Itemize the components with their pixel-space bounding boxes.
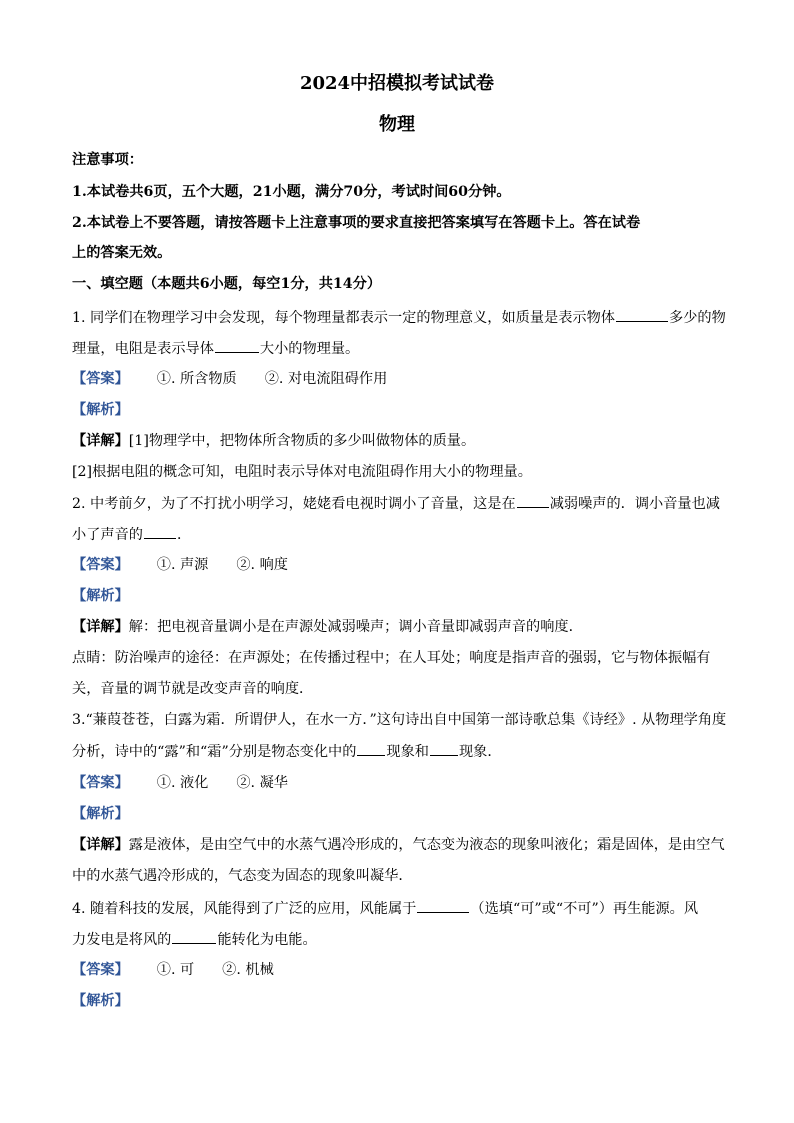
answer-value: ②. 机械 [222, 962, 274, 978]
q1-text: 理量，电阻是表示导体 [72, 341, 214, 357]
answer-blank [517, 493, 549, 508]
q2-line-2 [72, 524, 191, 545]
q2-answer [72, 555, 288, 575]
answer-blank [357, 741, 385, 756]
answer-value: ②. 响度 [236, 557, 288, 573]
exam-title: 2024中招模拟考试试卷 [299, 73, 495, 94]
q3-line-1: 3.“蒹葭苍苍，白露为霜．所谓伊人，在水一方．”这句诗出自中国第一部诗歌总集《诗经》. 从物理学角度 [72, 712, 727, 728]
answer-label: 【答案】 [72, 371, 129, 387]
detail-label: 【详解】 [72, 619, 129, 635]
analysis-label: 【解析】 [72, 806, 129, 822]
detail-text: 露是液体，是由空气中的水蒸气遇冷形成的，气态变为液态的现象叫液化；霜是固体，是由空气 [128, 837, 725, 853]
answer-value: ①. 液化 [156, 775, 209, 791]
answer-blank [417, 898, 469, 913]
q2-text: 减弱噪声的．调小音量也减 [549, 496, 720, 512]
q4-line-2 [72, 929, 317, 950]
note-1: 1.本试卷共6页，五个大题，21小题，满分70分，考试时间60分钟。 [72, 184, 511, 200]
q4-line-1 [72, 898, 698, 919]
notes-heading: 注意事项： [72, 152, 143, 168]
q2-text: 2. 中考前夕，为了不打扰小明学习，姥姥看电视时调小了音量，这是在 [72, 496, 516, 512]
answer-blank [616, 307, 668, 322]
answer-blank [215, 338, 259, 353]
analysis-label: 【解析】 [72, 588, 129, 604]
q4-analysis [72, 991, 129, 1011]
answer-value: ①. 可 [156, 962, 195, 978]
detail-label: 【详解】 [72, 837, 129, 853]
answer-label: 【答案】 [72, 557, 129, 573]
answer-value: ①. 声源 [156, 557, 209, 573]
q3-detail-2: 中的水蒸气遇冷形成的，气态变为固态的现象叫凝华． [72, 868, 413, 884]
subject-title: 物理 [379, 114, 415, 135]
detail-label: 【详解】 [72, 433, 129, 449]
q3-detail-1 [72, 835, 725, 855]
q1-text: 多少的物 [669, 310, 726, 326]
q1-analysis [72, 400, 129, 420]
answer-blank [144, 524, 176, 539]
section-heading: 一、填空题（本题共6小题，每空1分，共14分） [72, 276, 382, 292]
answer-blank [172, 929, 216, 944]
q2-detail-2: 点睛：防治噪声的途径：在声源处；在传播过程中；在人耳处；响度是指声音的强弱，它与物体振幅有 [72, 650, 711, 666]
q3-answer [72, 773, 288, 793]
q4-text: 力发电是将风的 [72, 932, 172, 948]
q4-text: 4. 随着科技的发展，风能得到了广泛的应用，风能属于 [72, 901, 417, 917]
answer-value: ①. 所含物质 [156, 371, 237, 387]
q1-line-1 [72, 307, 726, 328]
q3-analysis [72, 804, 129, 824]
answer-value: ②. 凝华 [236, 775, 288, 791]
q1-detail-1 [72, 431, 475, 451]
q2-detail-3: 关，音量的调节就是改变声音的响度． [72, 681, 314, 697]
answer-label: 【答案】 [72, 962, 129, 978]
q1-text: 1. 同学们在物理学习中会发现，每个物理量都表示一定的物理意义，如质量是表示物体 [72, 310, 615, 326]
q3-text: 现象和 [386, 744, 429, 760]
q4-answer [72, 960, 274, 980]
q4-text: 能转化为电能。 [217, 932, 317, 948]
answer-blank [430, 741, 458, 756]
q2-text: 小了声音的 [72, 527, 143, 543]
answer-label: 【答案】 [72, 775, 129, 791]
note-2-line-1: 2.本试卷上不要答题，请按答题卡上注意事项的要求直接把答案填写在答题卡上。答在试卷 [72, 215, 641, 231]
q2-detail-1 [72, 617, 583, 637]
q1-detail-2: [2]根据电阻的概念可知，电阻时表示导体对电流阻碍作用大小的物理量。 [72, 464, 532, 480]
q3-text: 分析，诗中的“露”和“霜”分别是物态变化中的 [72, 744, 357, 760]
q4-text: （选填“可”或“不可”）再生能源。风 [470, 901, 699, 917]
answer-value: ②. 对电流阻碍作用 [264, 371, 388, 387]
q3-text: 现象． [458, 744, 502, 760]
analysis-label: 【解析】 [72, 402, 129, 418]
detail-text: 解：把电视音量调小是在声源处减弱噪声；调小音量即减弱声音的响度． [128, 619, 583, 635]
q1-text: 大小的物理量。 [259, 341, 360, 357]
q2-text: ． [176, 527, 192, 543]
q2-line-1 [72, 493, 720, 514]
note-2-line-2: 上的答案无效。 [72, 245, 172, 261]
q1-line-2 [72, 338, 359, 359]
q2-analysis [72, 586, 129, 606]
q3-line-2 [72, 741, 502, 762]
detail-text: [1]物理学中，把物体所含物质的多少叫做物体的质量。 [128, 433, 476, 449]
q1-answer [72, 369, 387, 389]
analysis-label: 【解析】 [72, 993, 129, 1009]
